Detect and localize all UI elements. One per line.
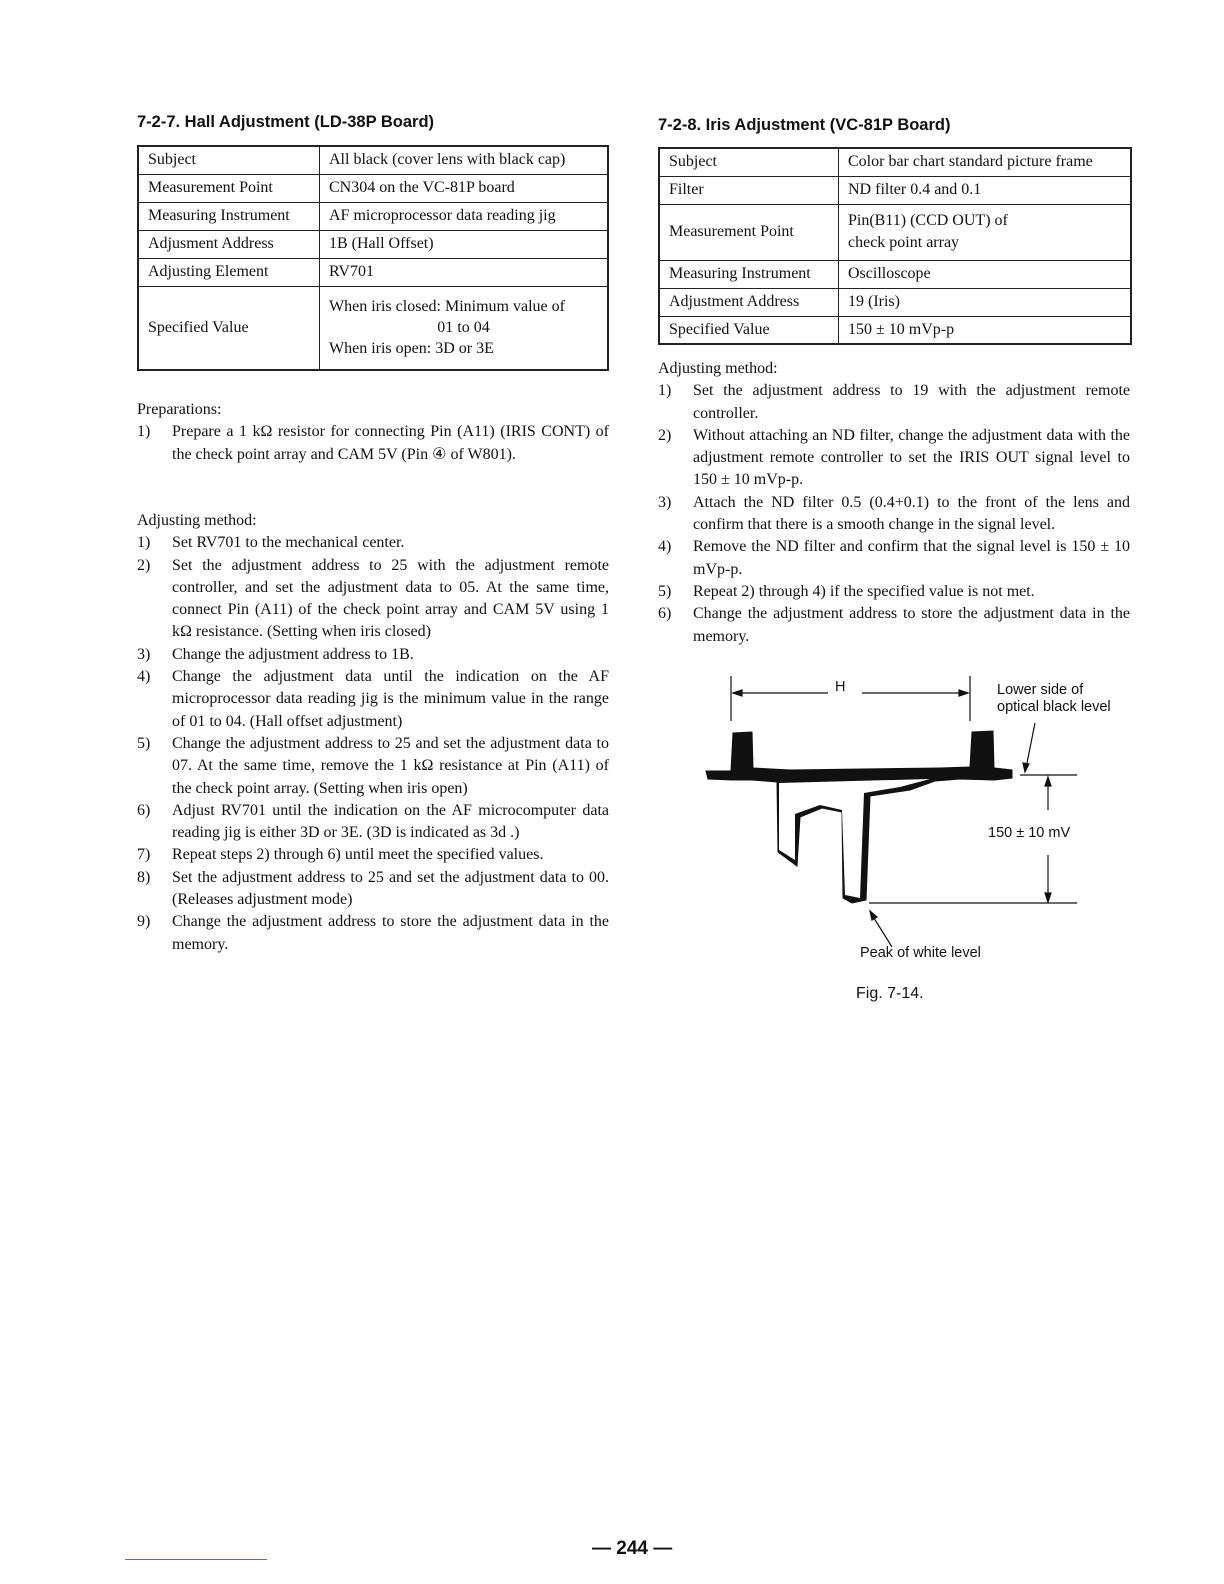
item-number: 6) bbox=[137, 801, 151, 819]
item-number: 1) bbox=[137, 534, 151, 552]
value-line: check point array bbox=[848, 234, 960, 251]
cell-value: ND filter 0.4 and 0.1 bbox=[839, 176, 1132, 204]
item-text: Attach the ND filter 0.5 (0.4+0.1) to the front of the lens and confirm that there is a smooth change in the signal level. bbox=[693, 493, 1130, 534]
cell-value: AF microprocessor data reading jig bbox=[320, 202, 609, 230]
item-text: Change the adjustment address to store the adjustment data in the memory. bbox=[693, 605, 1130, 645]
item-number: 4) bbox=[658, 538, 672, 556]
item-text: Change the adjustment address to 25 and set the adjustment data to 07. At the same time, remove the 1 kΩ resistance at Pin (A11) of the check point array. (Setting when iris open) bbox=[172, 734, 609, 797]
item-text: Set the adjustment address to 19 with the adjustment remote controller. bbox=[693, 382, 1130, 422]
item-number: 3) bbox=[658, 493, 672, 511]
item-number: 2) bbox=[137, 556, 151, 574]
cell-label: Adjustment Address bbox=[659, 288, 839, 316]
black-level-label-2: optical black level bbox=[997, 699, 1111, 715]
cell-label: Specified Value bbox=[659, 316, 839, 344]
figure-caption: Fig. 7-14. bbox=[856, 985, 924, 1002]
cell-label: Adjusment Address bbox=[138, 230, 320, 258]
item-text: Adjust RV701 until the indication on the AF microcomputer data reading jig is either 3D or 3E. (3D is indicated as 3d .) bbox=[172, 801, 609, 842]
item-number: 1) bbox=[137, 423, 151, 441]
section-heading-iris: 7-2-8. Iris Adjustment (VC-81P Board) bbox=[658, 116, 951, 134]
h-label: H bbox=[835, 679, 846, 695]
cell-label: Specified Value bbox=[138, 286, 320, 370]
cell-value: Oscilloscope bbox=[839, 260, 1132, 288]
value-line: When iris closed: Minimum value of bbox=[329, 298, 565, 316]
cell-label: Subject bbox=[138, 146, 320, 174]
item-number: 3) bbox=[137, 645, 151, 663]
item-number: 8) bbox=[137, 868, 151, 886]
item-number: 4) bbox=[137, 668, 151, 686]
item-number: 9) bbox=[137, 913, 151, 931]
cell-label: Filter bbox=[659, 176, 839, 204]
item-text: Set the adjustment address to 25 and set the adjustment data to 00. (Releases adjustment mode) bbox=[172, 868, 609, 909]
black-level-label-1: Lower side of bbox=[997, 682, 1084, 698]
cell-label: Measurement Point bbox=[659, 204, 839, 260]
item-text: Set RV701 to the mechanical center. bbox=[172, 534, 405, 552]
item-number: 2) bbox=[658, 426, 672, 444]
cell-value: RV701 bbox=[320, 258, 609, 286]
value-line: 01 to 04 bbox=[437, 319, 490, 337]
item-number: 5) bbox=[137, 734, 151, 752]
item-text: Set the adjustment address to 25 with the adjustment remote controller, and set the adjustment data to 05. At the same time, connect Pin (A11) of the check point array and CAM 5V using 1 kΩ resistance. (Setting when iris closed) bbox=[172, 556, 609, 641]
cell-label: Measurement Point bbox=[138, 174, 320, 202]
value-line: When iris open: 3D or 3E bbox=[329, 340, 494, 358]
item-number: 7) bbox=[137, 846, 151, 864]
cell-label: Adjusting Element bbox=[138, 258, 320, 286]
cell-label: Measuring Instrument bbox=[659, 260, 839, 288]
cell-value: Color bar chart standard picture frame bbox=[839, 148, 1132, 176]
item-text: Repeat 2) through 4) if the specified value is not met. bbox=[693, 582, 1035, 600]
item-text: Change the adjustment data until the indication on the AF microprocessor data reading jig is the minimum value in the range of 01 to 04. (Hall offset adjustment) bbox=[172, 668, 609, 730]
amplitude-label: 150 ± 10 mV bbox=[988, 825, 1071, 841]
cell-value: 1B (Hall Offset) bbox=[320, 230, 609, 258]
item-text: Remove the ND filter and confirm that the signal level is 150 ± 10 mVp-p. bbox=[693, 538, 1130, 578]
value-line: Pin(B11) (CCD OUT) of bbox=[848, 212, 1008, 229]
h-dimension bbox=[731, 676, 970, 721]
item-text: Change the adjustment address to store the adjustment data in the memory. bbox=[172, 913, 609, 953]
preparations-title: Preparations: bbox=[137, 401, 222, 418]
footer-rule bbox=[125, 1559, 267, 1560]
item-text: Repeat steps 2) through 6) until meet the specified values. bbox=[172, 846, 544, 864]
cell-value: All black (cover lens with black cap) bbox=[320, 146, 609, 174]
page-number: — 244 — bbox=[592, 1538, 673, 1559]
cell-label: Measuring Instrument bbox=[138, 202, 320, 230]
method-title: Adjusting method: bbox=[137, 512, 257, 529]
item-text: Change the adjustment address to 1B. bbox=[172, 645, 414, 663]
cell-label: Subject bbox=[659, 148, 839, 176]
item-text: Prepare a 1 kΩ resistor for connecting Pin (A11) (IRIS CONT) of the check point array and CAM 5V (Pin ④ of W801). bbox=[172, 423, 609, 463]
item-number: 6) bbox=[658, 605, 672, 623]
item-text: Without attaching an ND filter, change the adjustment data with the adjustment remote controller to set the IRIS OUT signal level to 150 ± 10 mVp-p. bbox=[693, 426, 1130, 489]
method-title: Adjusting method: bbox=[658, 360, 778, 377]
cell-value: 19 (Iris) bbox=[839, 288, 1132, 316]
section-heading-hall: 7-2-7. Hall Adjustment (LD-38P Board) bbox=[137, 113, 435, 131]
white-level-label: Peak of white level bbox=[860, 945, 981, 961]
item-number: 1) bbox=[658, 382, 672, 400]
item-number: 5) bbox=[658, 582, 672, 600]
cell-value: CN304 on the VC-81P board bbox=[320, 174, 609, 202]
cell-value: 150 ± 10 mVp-p bbox=[839, 316, 1132, 344]
